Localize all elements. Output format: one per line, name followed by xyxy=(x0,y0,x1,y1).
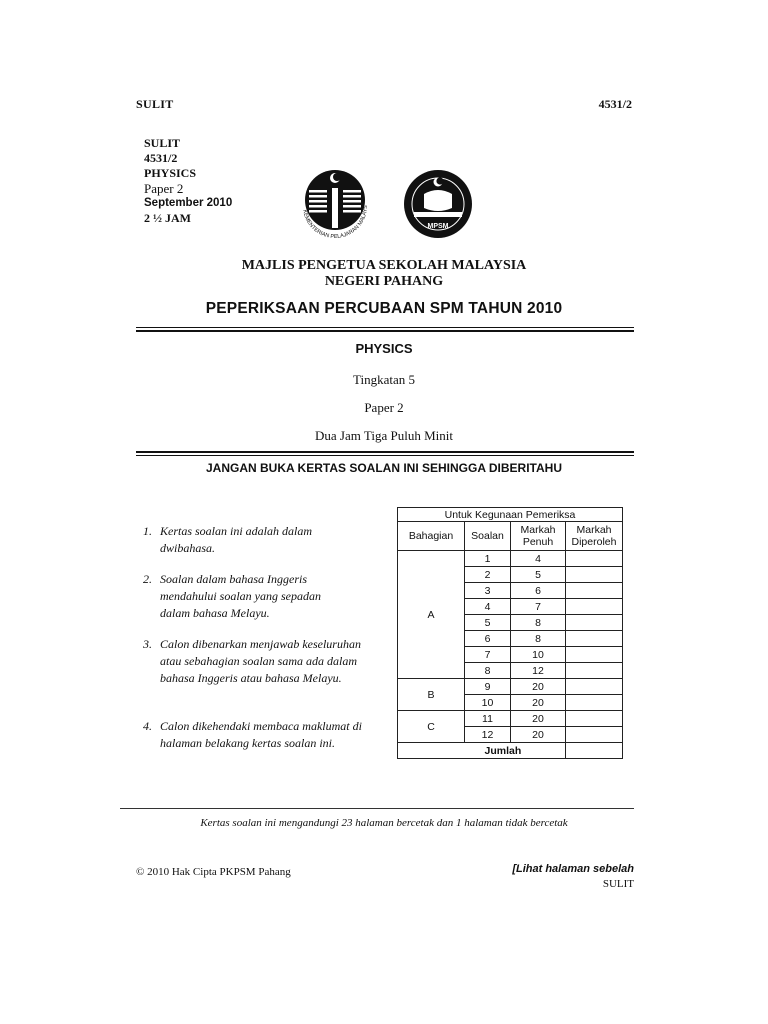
title-rule-thin xyxy=(136,327,634,328)
instruction-number: 4. xyxy=(143,719,152,733)
row-soalan: 11 xyxy=(465,711,511,727)
row-soalan: 10 xyxy=(465,695,511,711)
exam-title: PEPERIKSAAN PERCUBAAN SPM TAHUN 2010 xyxy=(205,300,563,317)
total-spacer xyxy=(398,743,465,759)
row-markah-diperoleh[interactable] xyxy=(566,647,623,663)
paper-info-block xyxy=(144,136,232,226)
instruction-text: Kertas soalan ini adalah dalam dwibahasa. xyxy=(160,524,313,555)
row-markah-diperoleh[interactable] xyxy=(566,551,623,567)
section-b: B xyxy=(398,679,465,711)
organisation-line-1: MAJLIS PENGETUA SEKOLAH MALAYSIA xyxy=(241,258,527,273)
table-total-row xyxy=(398,743,623,759)
row-markah-diperoleh[interactable] xyxy=(566,583,623,599)
header-soalan: Soalan xyxy=(465,522,511,551)
row-soalan: 3 xyxy=(465,583,511,599)
duration: Dua Jam Tiga Puluh Minit xyxy=(315,428,453,443)
row-soalan: 5 xyxy=(465,615,511,631)
row-markah-diperoleh[interactable] xyxy=(566,615,623,631)
header-markah-diperoleh: Markah Diperoleh xyxy=(566,522,623,551)
row-soalan: 9 xyxy=(465,679,511,695)
footer-rule xyxy=(120,808,634,809)
section-a: A xyxy=(398,551,465,679)
organisation-line-2: NEGERI PAHANG xyxy=(324,274,444,289)
row-markah-diperoleh[interactable] xyxy=(566,711,623,727)
row-markah-penuh: 8 xyxy=(511,615,566,631)
row-soalan: 6 xyxy=(465,631,511,647)
row-soalan: 12 xyxy=(465,727,511,743)
warning-rule-thin xyxy=(136,455,634,456)
row-markah-penuh: 5 xyxy=(511,567,566,583)
row-markah-penuh: 20 xyxy=(511,711,566,727)
row-markah-penuh: 20 xyxy=(511,695,566,711)
kpm-logo xyxy=(295,166,375,243)
title-rule-thick xyxy=(136,330,634,332)
total-markah-diperoleh[interactable] xyxy=(566,743,623,759)
row-soalan: 1 xyxy=(465,551,511,567)
row-markah-penuh: 10 xyxy=(511,647,566,663)
warning-rule-thick xyxy=(136,451,634,453)
row-soalan: 4 xyxy=(465,599,511,615)
row-markah-penuh: 7 xyxy=(511,599,566,615)
row-markah-penuh: 20 xyxy=(511,727,566,743)
info-date: September 2010 xyxy=(144,197,233,209)
row-markah-diperoleh[interactable] xyxy=(566,599,623,615)
row-markah-penuh: 8 xyxy=(511,631,566,647)
info-paper: Paper 2 xyxy=(144,181,184,196)
instruction-text: Calon dibenarkan menjawab keseluruhan atau sebahagian soalan sama ada dalam bahasa Inggeris atau bahasa Melayu. xyxy=(160,637,361,685)
row-markah-diperoleh[interactable] xyxy=(566,663,623,679)
row-soalan: 8 xyxy=(465,663,511,679)
header-sulit: SULIT xyxy=(136,97,174,111)
row-markah-penuh: 6 xyxy=(511,583,566,599)
kpm-logo-text: KEMENTERIAN PELAJARAN MALAYS xyxy=(301,205,370,238)
form-level: Tingkatan 5 xyxy=(353,372,415,387)
warning-text: JANGAN BUKA KERTAS SOALAN INI SEHINGGA DIBERITAHU xyxy=(205,461,562,475)
mpsm-logo xyxy=(402,168,474,245)
subject: PHYSICS xyxy=(355,341,413,356)
row-markah-diperoleh[interactable] xyxy=(566,679,623,695)
table-title: Untuk Kegunaan Pemeriksa xyxy=(398,508,623,522)
row-soalan: 7 xyxy=(465,647,511,663)
table-row xyxy=(398,711,623,727)
header-markah-penuh: Markah Penuh xyxy=(511,522,566,551)
instruction-number: 3. xyxy=(143,637,152,651)
info-sulit: SULIT xyxy=(144,136,181,150)
page-count-note: Kertas soalan ini mengandungi 23 halaman bercetak dan 1 halaman tidak bercetak xyxy=(200,817,568,829)
section-c: C xyxy=(398,711,465,743)
instruction-number: 2. xyxy=(143,572,152,586)
mpsm-logo-text: MPSM xyxy=(427,223,449,230)
total-label: Jumlah xyxy=(465,743,566,759)
row-markah-diperoleh[interactable] xyxy=(566,695,623,711)
row-soalan: 2 xyxy=(465,567,511,583)
info-code: 4531/2 xyxy=(144,151,178,165)
instruction-text: Calon dikehendaki membaca maklumat di halaman belakang kertas soalan ini. xyxy=(160,719,362,750)
row-markah-diperoleh[interactable] xyxy=(566,567,623,583)
instruction-number: 1. xyxy=(143,524,152,538)
table-row xyxy=(398,679,623,695)
footer-sulit: SULIT xyxy=(602,878,634,890)
info-duration: 2 ½ JAM xyxy=(144,211,191,225)
examiner-marks-table xyxy=(397,507,623,759)
info-subject: PHYSICS xyxy=(144,166,197,180)
header-paper-code: 4531/2 xyxy=(598,97,632,111)
see-next-page: [Lihat halaman sebelah xyxy=(512,863,634,875)
header-bahagian: Bahagian xyxy=(398,522,465,551)
row-markah-penuh: 20 xyxy=(511,679,566,695)
row-markah-penuh: 12 xyxy=(511,663,566,679)
paper-number: Paper 2 xyxy=(364,400,404,415)
copyright: © 2010 Hak Cipta PKPSM Pahang xyxy=(136,866,291,878)
table-row xyxy=(398,551,623,567)
row-markah-diperoleh[interactable] xyxy=(566,727,623,743)
row-markah-diperoleh[interactable] xyxy=(566,631,623,647)
instruction-text: Soalan dalam bahasa Inggeris mendahului soalan yang sepadan dalam bahasa Melayu. xyxy=(160,572,321,620)
row-markah-penuh: 4 xyxy=(511,551,566,567)
